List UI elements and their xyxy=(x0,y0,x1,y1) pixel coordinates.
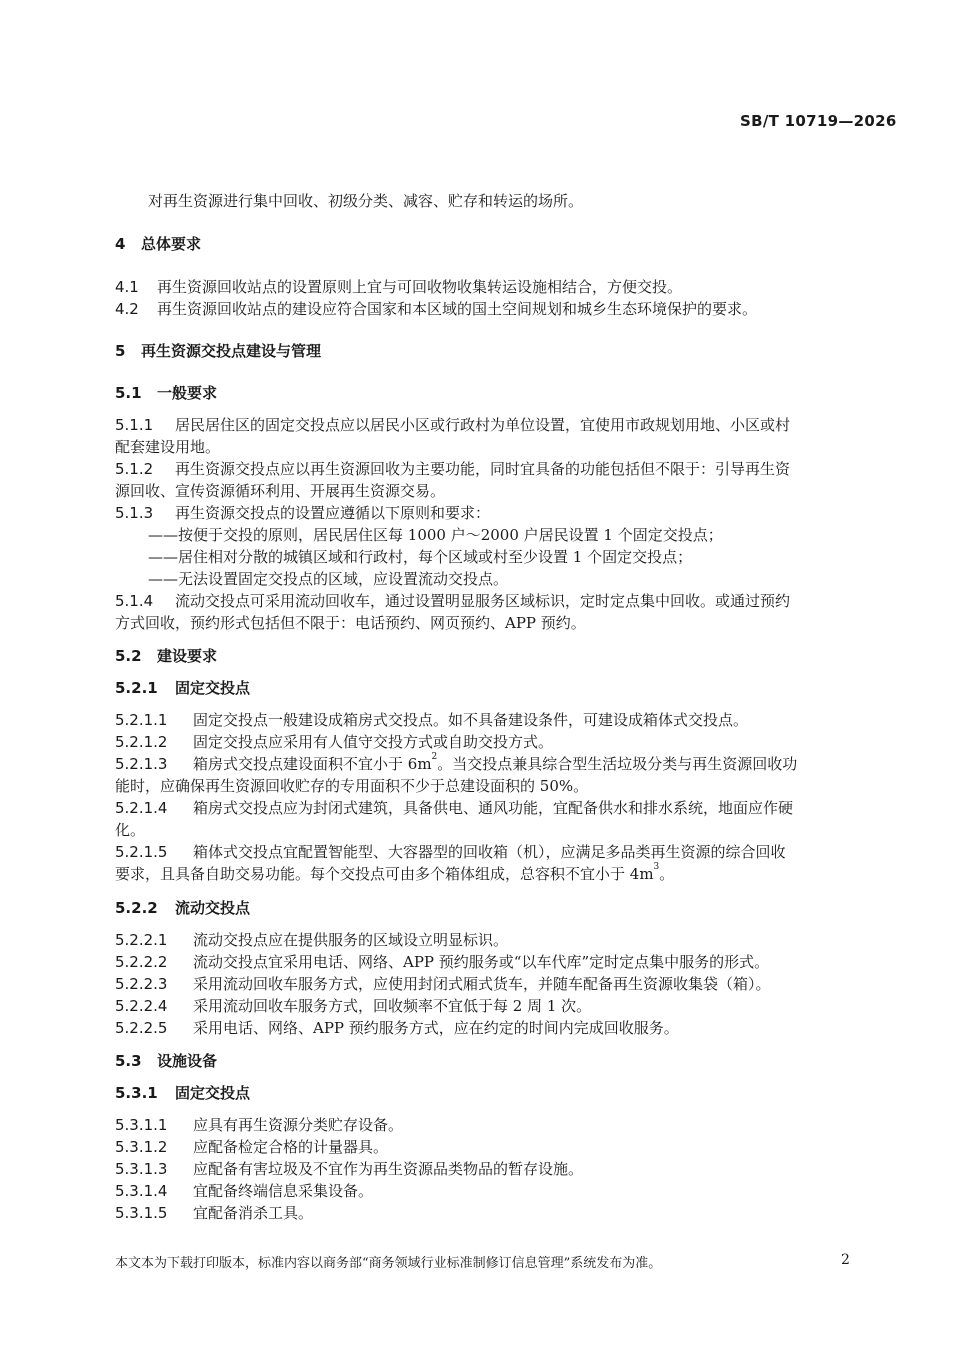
clause-number: 5.3.1.3 xyxy=(115,1160,168,1178)
clause-5-2-2-2 xyxy=(115,951,880,973)
section-4-heading xyxy=(115,233,880,255)
clause-text: 宜配备消杀工具。 xyxy=(193,1204,314,1222)
clause-5-2-1-3-cont: 能时，应确保再生资源回收贮存的专用面积不少于总建设面积的 50%。 xyxy=(115,777,589,795)
clause-5-3-1-1 xyxy=(115,1114,880,1136)
clause-number: 5.1.2 xyxy=(115,460,154,478)
clause-5-1-4-cont: 方式回收，预约形式包括但不限于：电话预约、网页预约、APP 预约。 xyxy=(115,614,586,632)
clause-5-1-2-cont: 源回收、宣传资源循环利用、开展再生资源交易。 xyxy=(115,482,446,500)
clause-5-1-1-cont: 配套建设用地。 xyxy=(115,438,221,456)
clause-text: 应配备有害垃圾及不宜作为再生资源品类物品的暂存设施。 xyxy=(193,1160,584,1178)
section-number: 4 xyxy=(115,235,126,253)
clause-text: 箱体式交投点宜配置智能型、大容器型的回收箱（机），应满足多品类再生资源的综合回收 xyxy=(193,843,786,861)
clause-text: 流动交投点可采用流动回收车，通过设置明显服务区域标识，定时定点集中回收。或通过预约 xyxy=(175,592,791,610)
clause-5-1-4 xyxy=(115,590,880,612)
clause-text: 应具有再生资源分类贮存设备。 xyxy=(193,1116,404,1134)
clause-text: 流动交投点宜采用电话、网络、APP 预约服务或“以车代库”定时定点集中服务的形式。 xyxy=(193,953,770,971)
clause-text: 箱房式交投点应为封闭式建筑，具备供电、通风功能，宜配备供水和排水系统，地面应作硬 xyxy=(193,799,794,817)
clause-5-2-1-1 xyxy=(115,709,880,731)
clause-text: 箱房式交投点建设面积不宜小于 6m xyxy=(193,755,432,773)
section-title: 建设要求 xyxy=(157,647,218,665)
clause-number: 5.3.1.5 xyxy=(115,1204,168,1222)
clause-text: 居民居住区的固定交投点应以居民小区或行政村为单位设置，宜使用市政规划用地、小区或村 xyxy=(175,416,791,434)
clause-5-2-1-4 xyxy=(115,797,880,819)
clause-text: 固定交投点一般建设成箱房式交投点。如不具备建设条件，可建设成箱体式交投点。 xyxy=(193,711,749,729)
clause-text: 要求，且具备自助交易功能。每个交投点可由多个箱体组成，总容积不宜小于 4m xyxy=(115,865,654,883)
section-number: 5 xyxy=(115,342,126,360)
clause-text: 再生资源回收站点的设置原则上宜与可回收物收集转运设施相结合，方便交投。 xyxy=(157,278,683,296)
section-title: 固定交投点 xyxy=(175,1084,251,1102)
clause-5-1-3 xyxy=(115,502,880,524)
list-item: ——居住相对分散的城镇区域和行政村，每个区域或村至少设置 1 个固定交投点； xyxy=(148,548,693,566)
clause-number: 5.3.1.1 xyxy=(115,1116,168,1134)
superscript: 2 xyxy=(431,752,438,762)
section-5-3-heading xyxy=(115,1050,880,1072)
clause-5-2-2-5 xyxy=(115,1017,880,1039)
section-title: 设施设备 xyxy=(157,1052,218,1070)
section-title: 一般要求 xyxy=(157,384,218,402)
clause-number: 5.2.1.4 xyxy=(115,799,168,817)
section-number: 5.2 xyxy=(115,647,142,665)
section-5-heading xyxy=(115,340,880,362)
section-5-2-1-heading xyxy=(115,677,880,699)
clause-number: 5.2.2.1 xyxy=(115,931,168,949)
clause-number: 5.2.1.5 xyxy=(115,843,168,861)
clause-5-3-1-4 xyxy=(115,1180,880,1202)
clause-text: 再生资源交投点的设置应遵循以下原则和要求： xyxy=(175,504,491,522)
section-title: 再生资源交投点建设与管理 xyxy=(141,342,322,360)
clause-text: 流动交投点应在提供服务的区域设立明显标识。 xyxy=(193,931,509,949)
clause-5-2-1-3 xyxy=(115,753,880,775)
clause-number: 5.1.4 xyxy=(115,592,154,610)
section-title: 固定交投点 xyxy=(175,679,251,697)
clause-text: 再生资源回收站点的建设应符合国家和本区域的国土空间规划和城乡生态环境保护的要求。 xyxy=(157,300,758,318)
clause-number: 5.2.2.5 xyxy=(115,1019,168,1037)
clause-number: 5.2.1.3 xyxy=(115,755,168,773)
clause-text: 应配备检定合格的计量器具。 xyxy=(193,1138,389,1156)
clause-5-2-2-1 xyxy=(115,929,880,951)
section-title: 流动交投点 xyxy=(175,899,251,917)
section-number: 5.1 xyxy=(115,384,142,402)
clause-number: 5.1.1 xyxy=(115,416,154,434)
clause-number: 5.2.2.3 xyxy=(115,975,168,993)
clause-5-2-1-5 xyxy=(115,841,880,863)
clause-number: 5.3.1.4 xyxy=(115,1182,168,1200)
clause-number: 5.3.1.2 xyxy=(115,1138,168,1156)
section-5-1-heading xyxy=(115,382,880,404)
clause-5-2-1-5-cont xyxy=(115,863,880,885)
section-title: 总体要求 xyxy=(141,235,202,253)
clause-text: 采用流动回收车服务方式，回收频率不宜低于每 2 周 1 次。 xyxy=(193,997,592,1015)
clause-number: 5.2.1.1 xyxy=(115,711,168,729)
clause-4-1 xyxy=(115,276,880,298)
section-number: 5.3.1 xyxy=(115,1084,158,1102)
clause-4-2 xyxy=(115,298,880,320)
clause-number: 5.2.2.4 xyxy=(115,997,168,1015)
clause-text: 。 xyxy=(659,865,675,883)
clause-5-2-2-3 xyxy=(115,973,880,995)
clause-number: 5.2.1.2 xyxy=(115,733,168,751)
clause-text: 采用电话、网络、APP 预约服务方式，应在约定的时间内完成回收服务。 xyxy=(193,1019,679,1037)
list-item: ——按便于交投的原则，居民居住区每 1000 户～2000 户居民设置 1 个固定交投点； xyxy=(148,526,723,544)
list-item: ——无法设置固定交投点的区域，应设置流动交投点。 xyxy=(148,570,509,588)
clause-text: 再生资源交投点应以再生资源回收为主要功能，同时宜具备的功能包括但不限于：引导再生资 xyxy=(175,460,791,478)
section-5-3-1-heading xyxy=(115,1082,880,1104)
standard-code: SB/T 10719—2026 xyxy=(740,112,897,130)
section-number: 5.2.2 xyxy=(115,899,158,917)
footer-notice: 本文本为下载打印版本，标准内容以商务部“商务领域行业标准制修订信息管理”系统发布为准。 xyxy=(115,1256,662,1271)
clause-5-2-2-4 xyxy=(115,995,880,1017)
superscript: 3 xyxy=(653,862,660,872)
clause-number: 5.1.3 xyxy=(115,504,154,522)
section-number: 5.2.1 xyxy=(115,679,158,697)
clause-5-2-1-2 xyxy=(115,731,880,753)
intro-paragraph: 对再生资源进行集中回收、初级分类、减容、贮存和转运的场所。 xyxy=(148,192,584,210)
clause-text: 采用流动回收车服务方式，应使用封闭式厢式货车，并随车配备再生资源收集袋（箱）。 xyxy=(193,975,771,993)
clause-5-3-1-5 xyxy=(115,1202,880,1224)
clause-5-2-1-4-cont: 化。 xyxy=(115,821,146,839)
clause-5-1-2 xyxy=(115,458,880,480)
clause-text: 。当交投点兼具综合型生活垃圾分类与再生资源回收功 xyxy=(437,755,798,773)
clause-5-1-1 xyxy=(115,414,880,436)
section-5-2-heading xyxy=(115,645,880,667)
section-number: 5.3 xyxy=(115,1052,142,1070)
clause-number: 4.2 xyxy=(115,300,139,318)
section-5-2-2-heading xyxy=(115,897,880,919)
clause-5-3-1-2 xyxy=(115,1136,880,1158)
clause-text: 宜配备终端信息采集设备。 xyxy=(193,1182,374,1200)
clause-number: 5.2.2.2 xyxy=(115,953,168,971)
clause-text: 固定交投点应采用有人值守交投方式或自助交投方式。 xyxy=(193,733,554,751)
clause-5-3-1-3 xyxy=(115,1158,880,1180)
clause-number: 4.1 xyxy=(115,278,139,296)
page-number: 2 xyxy=(841,1252,850,1268)
